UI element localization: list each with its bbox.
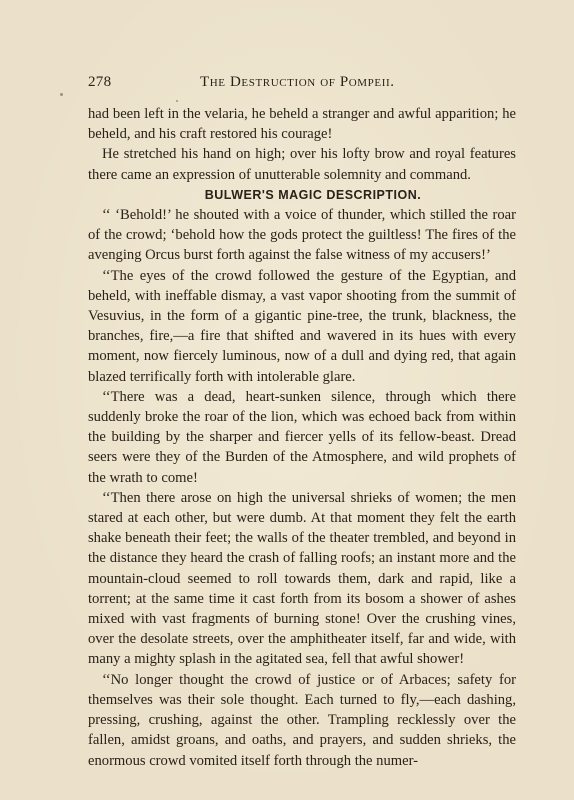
ink-speck <box>60 93 63 96</box>
running-head <box>88 74 514 94</box>
quote-paragraph: ‘‘No longer thought the crowd of justice or of Arbaces; safety for themselves was their sole thought. Each turned to fly,—each dashing, pressing, crushing, against the other. Trampling recklessly over the fallen, amidst groans, and oaths, and prayers, and sudden shrieks, the enormous crowd vomited itself forth through the numer- <box>88 671 516 769</box>
page-number: 278 <box>88 74 112 90</box>
quote-paragraph: ‘‘There was a dead, heart-sunken silence, through which there suddenly broke the roar of the lion, which was echoed back from within the building by the sharper and fiercer yells of its fellow-beast. Dread seers were they of the Burden of the Atmosphere, and wild prophets of the wrath to come! <box>88 388 516 486</box>
section-heading: BULWER'S MAGIC DESCRIPTION. <box>204 187 422 202</box>
quote-paragraph: ‘‘ ‘Behold!’ he shouted with a voice of thunder, which stilled the roar of the crowd; ‘behold how the gods protect the guiltless! The fires of the avenging Orcus burst forth against the false witness of my accusers!’ <box>88 207 516 264</box>
quote-paragraph: ‘‘Then there arose on high the universal shrieks of women; the men stared at each other, but were dumb. At that moment they felt the earth shake beneath their feet; the walls of the theater trembled, and beyond in the distance they heard the crash of falling roofs; an instant more and the mountain-cloud seemed to roll towards them, dark and rapid, like a torrent; at the same time it cast forth from its bosom a shower of ashes mixed with vast fragments of burning stone! Over the crushing vines, over the desolate streets, over the amphitheater itself, far and wide, with many a mighty splash in the agitated sea, fell that awful shower! <box>88 489 516 668</box>
quote-paragraph: ‘‘The eyes of the crowd followed the gesture of the Egyptian, and beheld, with ineffable dismay, a vast vapor shooting from the summit of Vesuvius, in the form of a gigantic pine-tree, the trunk, blackness, the branches, fire,—a fire that shifted and wavered in its hues with every moment, now fiercely luminous, now of a dull and dying red, that again blazed terrifically forth with intolerable glare. <box>88 267 516 385</box>
book-title: The Destruction of Pompeii. <box>200 74 395 90</box>
paragraph: had been left in the velaria, he beheld a stranger and awful apparition; he beheld, and his craft restored his courage! <box>88 106 516 143</box>
paragraph: He stretched his hand on high; over his lofty brow and royal features there came an expression of unutterable solemnity and command. <box>88 146 516 183</box>
ink-speck <box>176 100 178 102</box>
body-text <box>88 104 516 771</box>
